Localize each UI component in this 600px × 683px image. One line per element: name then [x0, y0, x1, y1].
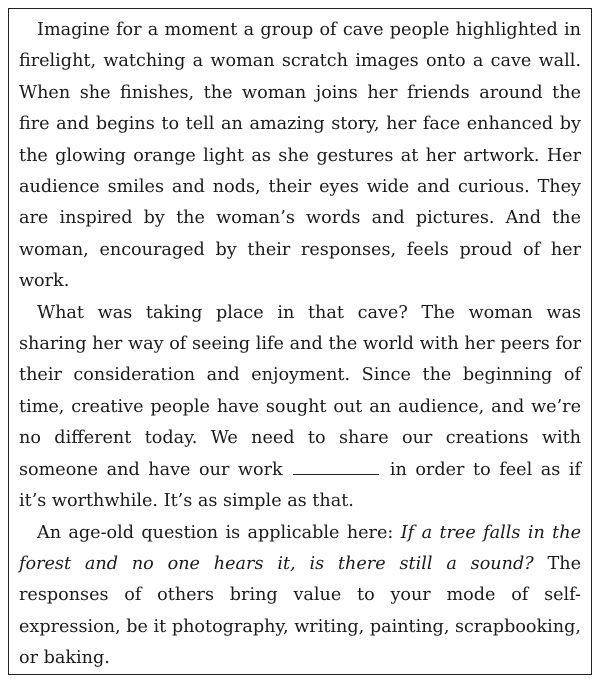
answer-blank [293, 456, 379, 475]
paragraph-2 [19, 298, 581, 518]
paragraph-3-quote: If a tree falls in the forest and no one hears it, is there still a sound? [19, 522, 581, 574]
paragraph-3-intro: An age-old question is applicable here: [37, 522, 394, 543]
paragraph-3 [19, 518, 581, 675]
paragraph-2-text-after-blank: in order to feel as if it’s worthwhile. It’s as simple as that. [19, 459, 582, 512]
paragraph-3-text: The responses of others bring value to your mode of self-expression, be it photography, writing, painting, scrapbooking, or baking. [19, 553, 581, 669]
paragraph-1 [19, 15, 581, 298]
paragraph-1-text: Imagine for a moment a group of cave people highlighted in firelight, watching a woman scratch images onto a cave wall. When she finishes, the woman joins her friends around the fire and begins to tell an amazing story, her face enhanced by the glowing orange light as she gestures at her artwork. Her audience smiles and nods, their eyes wide and curious. They are inspired by the woman’s words and pictures. And the woman, encouraged by their responses, feels proud of her work. [19, 20, 581, 292]
passage-box [8, 8, 592, 675]
paragraph-2-text-before-blank: What was taking place in that cave? The woman was sharing her way of seeing life and the world with her peers for their consideration and enjoyment. Since the beginning of time, creative people have sought out an audience, and we’re no different today. We need to share our creations with someone and have our work [19, 302, 581, 480]
